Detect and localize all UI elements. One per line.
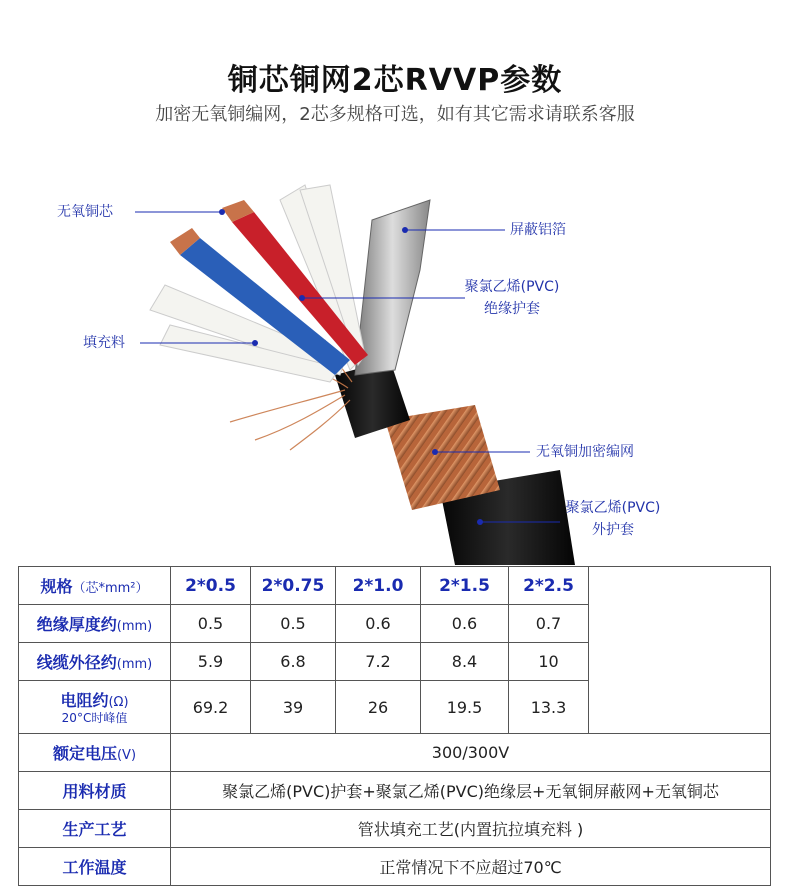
table-cell: 0.6 [336,605,421,643]
callout-pvc-jacket-line2: 外护套 [592,522,634,538]
page-subtitle: 加密无氧铜编网，2芯多规格可选，如有其它需求请联系客服 [155,104,635,125]
size-cell: 2*0.75 [251,567,336,605]
table-cell: 0.5 [171,605,251,643]
row-label: 生产工艺 [19,810,171,848]
callout-pvc-insulation-line1: 聚氯乙烯(PVC) [464,279,560,295]
table-cell: 69.2 [171,681,251,734]
table-row-process [19,810,771,848]
table-cell: 5.9 [171,643,251,681]
spec-label: 规格 [40,577,73,596]
row-label: 电阻约(Ω) 20°C时峰值 [19,681,171,734]
callout-copper-core: 无氧铜芯 [57,204,113,220]
table-cell: 0.7 [509,605,589,643]
table-cell: 26 [336,681,421,734]
size-cell: 2*1.5 [421,567,509,605]
row-label: 绝缘厚度约(mm) [19,605,171,643]
table-row-sizes [19,567,771,605]
row-label: 用料材质 [19,772,171,810]
callout-pvc-jacket-line1: 聚氯乙烯(PVC) [565,500,661,516]
spec-unit: （芯*mm²） [72,581,149,596]
size-cell: 2*0.5 [171,567,251,605]
callout-pvc-insulation-line2: 绝缘护套 [484,301,540,317]
callout-filler: 填充料 [83,335,125,351]
size-cell: 2*1.0 [336,567,421,605]
table-cell: 0.6 [421,605,509,643]
table-cell: 0.5 [251,605,336,643]
row-label: 工作温度 [19,848,171,886]
table-row-temperature [19,848,771,886]
table-cell: 300/300V [171,734,771,772]
spec-table [18,566,771,886]
table-cell: 管状填充工艺(内置抗拉填充料 ) [171,810,771,848]
table-cell: 6.8 [251,643,336,681]
callout-foil: 屏蔽铝箔 [510,222,566,238]
table-cell: 13.3 [509,681,589,734]
size-cell: 2*2.5 [509,567,589,605]
table-cell: 7.2 [336,643,421,681]
callout-pvc-insulation [452,276,572,320]
page-title: 铜芯铜网2芯RVVP参数 [227,63,563,98]
table-cell: 10 [509,643,589,681]
row-label: 线缆外径约(mm) [19,643,171,681]
row-sublabel: 20°C时峰值 [61,711,128,725]
aluminium-foil [355,200,430,375]
table-cell: 39 [251,681,336,734]
callout-pvc-jacket [553,497,673,541]
table-cell: 19.5 [421,681,509,734]
spec-header-cell [19,567,171,605]
callout-braid: 无氧铜加密编网 [536,444,634,460]
row-label: 额定电压(V) [19,734,171,772]
table-cell: 正常情况下不应超过70℃ [171,848,771,886]
table-row-material [19,772,771,810]
table-cell: 聚氯乙烯(PVC)护套+聚氯乙烯(PVC)绝缘层+无氧铜屏蔽网+无氧铜芯 [171,772,771,810]
table-cell: 8.4 [421,643,509,681]
blank-cell [589,567,771,734]
table-row-voltage [19,734,771,772]
